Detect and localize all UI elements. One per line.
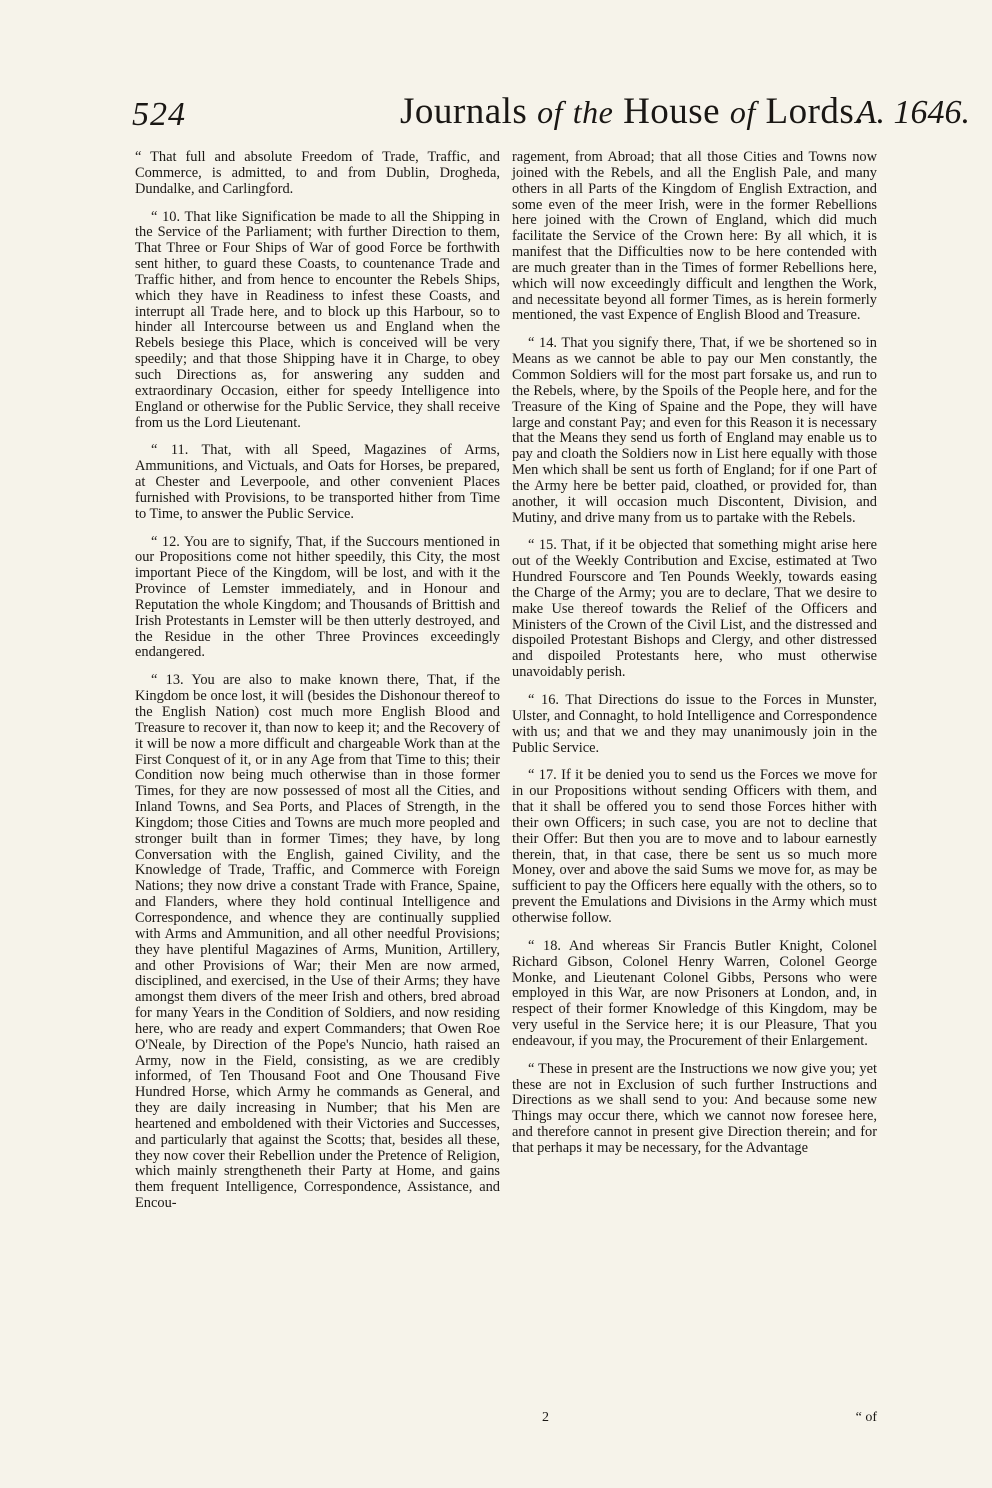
title-the: the	[572, 94, 614, 130]
paragraph-16: “ 16. That Directions do issue to the Forces in Munster, Ulster, and Connaght, to hold Intelligence and Correspondence with us; and that we and they may unanimously join in the Public Service.	[512, 692, 877, 756]
title-lords: Lords.	[765, 91, 865, 132]
title-house: House	[623, 91, 721, 132]
paragraph-freedom-of-trade: “ That full and absolute Freedom of Trade, Traffic, and Commerce, is admitted, to and from Dublin, Drogheda, Dundalke, and Carlingford.	[135, 149, 500, 197]
left-column	[135, 150, 500, 1224]
running-title	[400, 90, 864, 133]
title-of-2: of	[729, 94, 756, 130]
paragraph-13: “ 13. You are also to make known there, That, if the Kingdom be once lost, it will (besides the Dishonour thereof to the English Nation) cost much more English Blood and Treasure to recover it, than now to keep it; and the Recovery of it will be now a more difficult and chargeable Work than at the First Conquest of it, or in any Age from that Time to this; their Condition now being much otherwise than in those former Times, for they are now possessed of most all the Cities, and Inland Towns, and Sea Ports, and Places of Strength, in the Kingdom; those Cities and Towns are much more peopled and stronger built than in former Times; they have, by long Conversation with the English, gained Civility, and the Knowledge of Trade, Traffic, and Commerce with Foreign Nations; they now drive a constant Trade with France, Spaine, and Flanders, where they hold continual Intelligence and Correspondence, and whence they are continually supplied with Arms and Ammunition, and all other needful Provisions; they have plentiful Magazines of Arms, Munition, Artillery, and other Provisions of War; their Men are now armed, disciplined, and exercised, in the Use of their Arms; they have amongst them divers of the meer Irish and others, bred abroad for many Years in the Condition of Soldiers, and now residing here, who are ready and expert Commanders; that Owen Roe O'Neale, by Direction of the Pope's Nuncio, hath raised an Army, now in the Field, consisting, as we are credibly informed, of Ten Thousand Foot and One Thousand Five Hundred Horse, which Army he commands as General, and they are daily increasing in Number; that his Men are heartened and emboldened with their Victories and Successes, and particularly that against the Scotts; that, besides all these, they now cover their Rebellion under the Pretence of Religion, which mainly strengtheneth their Party at Home, and gains them frequent Intelligence, Correspondence, Assistance, and Encou-	[135, 672, 500, 1212]
catchword: “ of	[855, 1410, 877, 1425]
page-header	[120, 84, 970, 140]
paragraph-13-continued: ragement, from Abroad; that all those Cities and Towns now joined with the Rebels, and all the English Pale, and many others in all Parts of the Kingdom of English Extraction, and some even of the meer Irish, were in the former Rebellions here joined with the Crown of England, which did much facilitate the Service of the Crown here: By all which, it is manifest that the Difficulties now to be here contended with are much greater than in the Times of former Rebellions here, which will now exceedingly difficult and lengthen the Work, and necessitate beyond all former Times, as is herein formerly mentioned, the vast Expence of English Blood and Treasure.	[512, 149, 877, 324]
paragraph-11: “ 11. That, with all Speed, Magazines of Arms, Ammunitions, and Victuals, and Oats for Horses, be prepared, at Chester and Leverpoole, and other convenient Places furnished with Provisions, to be transported hither from Time to Time, to answer the Public Service.	[135, 442, 500, 522]
signature-mark: 2	[542, 1410, 549, 1425]
year-marker: A. 1646.	[855, 94, 970, 131]
page-footer	[512, 1410, 877, 1430]
paragraph-instructions: “ These in present are the Instructions we now give you; yet these are not in Exclusion of such further Instructions and Directions as we shall send to you: And because some new Things may occur there, which we cannot now foresee here, and therefore cannot in present give Direction therein; and for that perhaps it may be necessary, for the Advantage	[512, 1060, 877, 1156]
paragraph-18: “ 18. And whereas Sir Francis Butler Knight, Colonel Richard Gibson, Colonel Henry Warren, Colonel George Monke, and Lieutenant Colonel Gibbs, Persons who were employed in this War, are now Prisoners at London, and, in respect of their former Knowledge of this Kingdom, may be very useful in the Service here; it is our Pleasure, That you endeavour, if you may, the Procurement of their Enlargement.	[512, 937, 877, 1049]
paragraph-12: “ 12. You are to signify, That, if the Succours mentioned in our Propositions come not hither speedily, this City, the most important Piece of the Kingdom, will be lost, and with it the Province of Lemster immediately, and in Honour and Reputation the whole Kingdom; and Thousands of Brittish and Irish Protestants in Lemster will be then utterly destroyed, and the Residue in the other Three Provinces exceedingly endangered.	[135, 533, 500, 661]
paragraph-17: “ 17. If it be denied you to send us the Forces we move for in our Propositions without sending Officers with them, and that it shall be offered you to send those Forces hither with their own Officers; in such case, you are not to decline that their Offer: But then you are to move and to labour earnestly therein, that, in that case, there be sent us so much more Money, over and above the said Sums we move for, as may be sufficient to pay the Officers here equally with the others, so to prevent the Emulations and Divisions in the Army which must otherwise follow.	[512, 767, 877, 926]
page-number: 524	[132, 96, 186, 133]
title-journals: Journals	[400, 91, 528, 132]
title-of-1: of	[537, 94, 563, 130]
paragraph-15: “ 15. That, if it be objected that something might arise here out of the Weekly Contribution and Excise, estimated at Two Hundred Fourscore and Ten Pounds Weekly, towards easing the Charge of the Army; you are to declare, That we desire to make Use thereof towards the Relief of the Officers and Ministers of the Crown of the Civil List, and the distressed and dispoiled Protestant Bishops and Clergy, and other distressed and dispoiled Protestants here, who must otherwise unavoidably perish.	[512, 537, 877, 681]
right-column	[512, 150, 877, 1169]
paragraph-14: “ 14. That you signify there, That, if we be shortened so in Means as we cannot be able to pay our Men constantly, the Common Soldiers will for the most part forsake us, and run to the Rebels, where, by the Spoils of the People here, and for the Treasure of the King of Spaine and the Pope, they will have large and constant Pay; and even for this Reason it is necessary that the Means they send us forth of England may enable us to pay and cloath the Soldiers now in List here equally with those Men which shall be sent us forth of England; for if one Part of the Army here be better paid, cloathed, or provided for, than another, it will occasion much Discontent, Division, and Mutiny, and drive many from us to partake with the Rebels.	[512, 335, 877, 526]
paragraph-10: “ 10. That like Signification be made to all the Shipping in the Service of the Parliament; with further Direction to them, That Three or Four Ships of War of good Force be forthwith sent hither, to guard these Coasts, to countenance Trade and Traffic hither, and from hence to encounter the Rebels Ships, which they have in Readiness to infest these Coasts, and interrupt all Trade here, and to block up this Harbour, so to hinder all Intercourse between us and England when the Rebels besiege this Place, which is conceived will be very speedily; and that those Shipping have it in Charge, to obey such Directions as, for answering any sudden and extraordinary Occasion, either for speedy Intelligence into England or otherwise for the Public Service, they shall receive from us the Lord Lieutenant.	[135, 208, 500, 431]
